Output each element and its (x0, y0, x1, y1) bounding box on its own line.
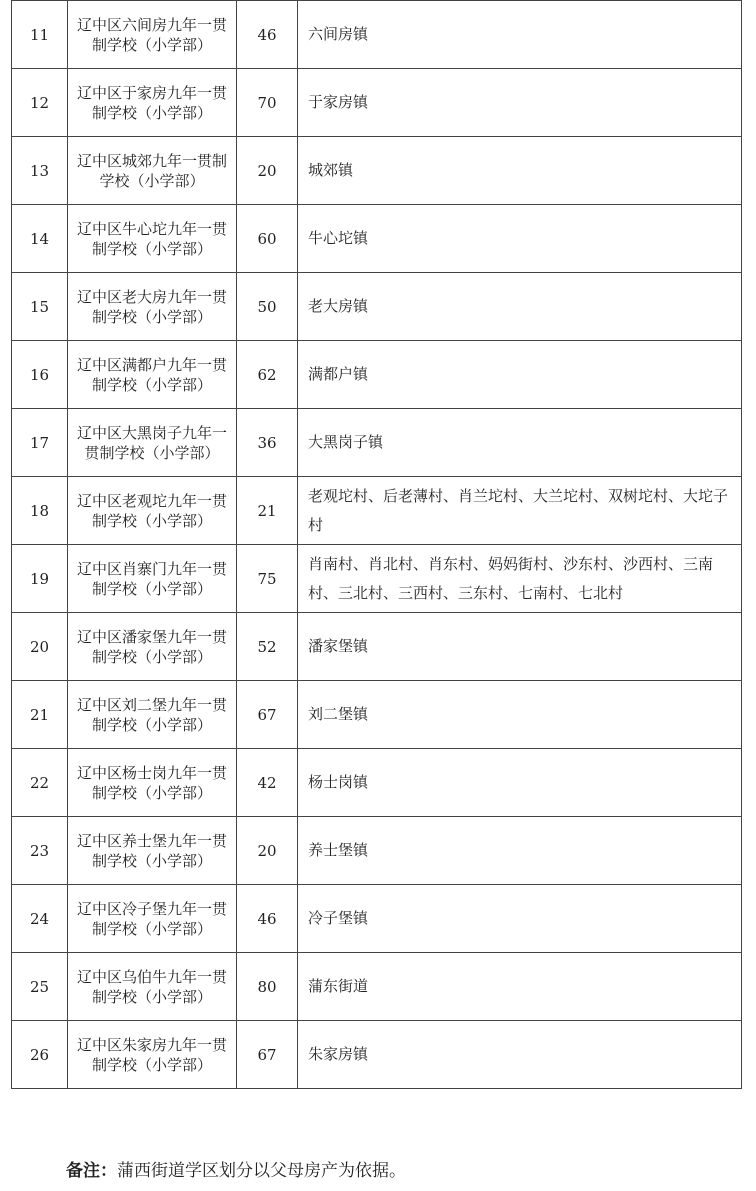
school-district-area: 老观坨村、后老薄村、肖兰坨村、大兰坨村、双树坨村、大坨子村 (298, 477, 742, 545)
school-name: 辽中区肖寨门九年一贯制学校（小学部） (68, 545, 237, 613)
row-number: 24 (12, 885, 68, 953)
row-number: 20 (12, 613, 68, 681)
table-row (12, 953, 742, 1021)
enrollment-count: 75 (237, 545, 298, 613)
school-district-area: 杨士岗镇 (298, 749, 742, 817)
table-row (12, 885, 742, 953)
school-name: 辽中区刘二堡九年一贯制学校（小学部） (68, 681, 237, 749)
row-number: 12 (12, 69, 68, 137)
row-number: 18 (12, 477, 68, 545)
school-district-area: 牛心坨镇 (298, 205, 742, 273)
school-district-area: 肖南村、肖北村、肖东村、妈妈街村、沙东村、沙西村、三南村、三北村、三西村、三东村、七南村、七北村 (298, 545, 742, 613)
school-name: 辽中区六间房九年一贯制学校（小学部） (68, 1, 237, 69)
enrollment-count: 80 (237, 953, 298, 1021)
row-number: 23 (12, 817, 68, 885)
district-table-body (12, 1, 742, 1089)
enrollment-count: 62 (237, 341, 298, 409)
school-district-area: 蒲东街道 (298, 953, 742, 1021)
table-row (12, 477, 742, 545)
enrollment-count: 50 (237, 273, 298, 341)
remark-note (66, 1156, 406, 1181)
school-name: 辽中区大黑岗子九年一贯制学校（小学部） (68, 409, 237, 477)
enrollment-count: 36 (237, 409, 298, 477)
enrollment-count: 60 (237, 205, 298, 273)
school-name: 辽中区朱家房九年一贯制学校（小学部） (68, 1021, 237, 1089)
table-row (12, 1, 742, 69)
row-number: 25 (12, 953, 68, 1021)
table-row (12, 681, 742, 749)
table-row (12, 69, 742, 137)
district-table (11, 0, 742, 1089)
row-number: 14 (12, 205, 68, 273)
school-district-area: 养士堡镇 (298, 817, 742, 885)
enrollment-count: 70 (237, 69, 298, 137)
enrollment-count: 42 (237, 749, 298, 817)
row-number: 21 (12, 681, 68, 749)
row-number: 15 (12, 273, 68, 341)
table-row (12, 341, 742, 409)
school-name: 辽中区乌伯牛九年一贯制学校（小学部） (68, 953, 237, 1021)
school-district-area: 刘二堡镇 (298, 681, 742, 749)
table-row (12, 1021, 742, 1089)
school-district-area: 朱家房镇 (298, 1021, 742, 1089)
table-row (12, 137, 742, 205)
row-number: 17 (12, 409, 68, 477)
school-name: 辽中区老观坨九年一贯制学校（小学部） (68, 477, 237, 545)
school-district-area: 于家房镇 (298, 69, 742, 137)
school-name: 辽中区满都户九年一贯制学校（小学部） (68, 341, 237, 409)
school-district-area: 冷子堡镇 (298, 885, 742, 953)
school-name: 辽中区于家房九年一贯制学校（小学部） (68, 69, 237, 137)
row-number: 19 (12, 545, 68, 613)
school-name: 辽中区城郊九年一贯制学校（小学部） (68, 137, 237, 205)
school-name: 辽中区老大房九年一贯制学校（小学部） (68, 273, 237, 341)
table-row (12, 749, 742, 817)
table-row (12, 545, 742, 613)
enrollment-count: 20 (237, 817, 298, 885)
school-district-area: 城郊镇 (298, 137, 742, 205)
school-district-area: 大黑岗子镇 (298, 409, 742, 477)
remark-text: 蒲西街道学区划分以父母房产为依据。 (117, 1161, 406, 1181)
school-name: 辽中区潘家堡九年一贯制学校（小学部） (68, 613, 237, 681)
enrollment-count: 52 (237, 613, 298, 681)
row-number: 13 (12, 137, 68, 205)
enrollment-count: 67 (237, 681, 298, 749)
enrollment-count: 46 (237, 1, 298, 69)
row-number: 26 (12, 1021, 68, 1089)
row-number: 22 (12, 749, 68, 817)
table-row (12, 817, 742, 885)
school-district-area: 六间房镇 (298, 1, 742, 69)
school-name: 辽中区杨士岗九年一贯制学校（小学部） (68, 749, 237, 817)
table-row (12, 205, 742, 273)
enrollment-count: 67 (237, 1021, 298, 1089)
school-district-area: 满都户镇 (298, 341, 742, 409)
school-name: 辽中区养士堡九年一贯制学校（小学部） (68, 817, 237, 885)
remark-label: 备注： (66, 1161, 117, 1181)
table-row (12, 273, 742, 341)
school-district-area: 老大房镇 (298, 273, 742, 341)
enrollment-count: 46 (237, 885, 298, 953)
school-name: 辽中区冷子堡九年一贯制学校（小学部） (68, 885, 237, 953)
enrollment-count: 20 (237, 137, 298, 205)
school-district-area: 潘家堡镇 (298, 613, 742, 681)
row-number: 11 (12, 1, 68, 69)
table-row (12, 613, 742, 681)
table-row (12, 409, 742, 477)
enrollment-count: 21 (237, 477, 298, 545)
row-number: 16 (12, 341, 68, 409)
school-name: 辽中区牛心坨九年一贯制学校（小学部） (68, 205, 237, 273)
